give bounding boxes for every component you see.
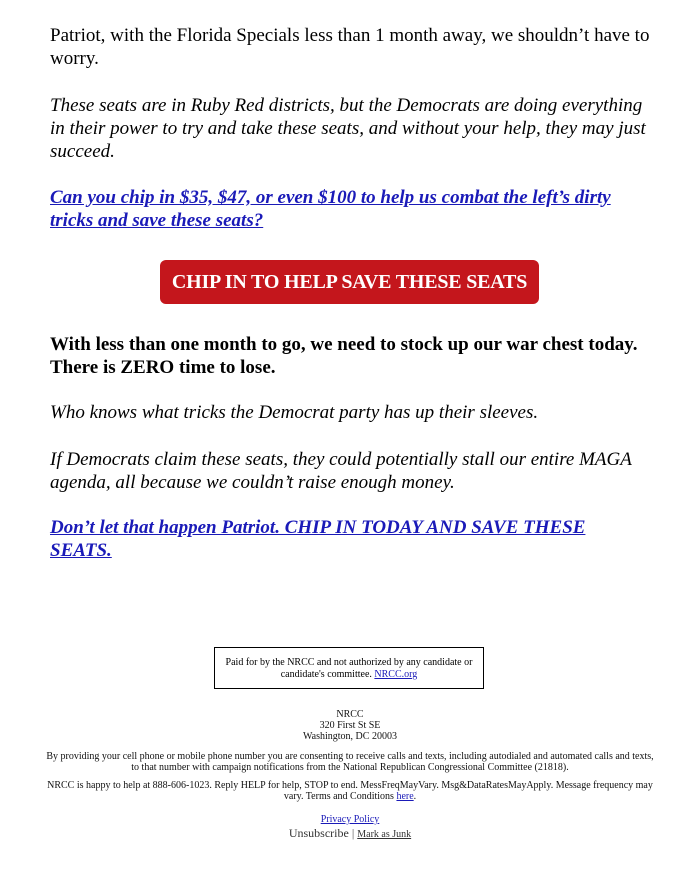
unsubscribe-bar (0, 826, 700, 842)
maga-agenda-paragraph: If Democrats claim these seats, they could potentially stall our entire MAGA agenda, all because we couldn’t raise enough money. (50, 449, 632, 493)
final-cta-paragraph (50, 516, 650, 562)
help-text (45, 780, 655, 802)
footer-address (45, 709, 655, 742)
org-name: NRCC (336, 709, 364, 720)
footer-links (45, 814, 655, 825)
consent-text: By providing your cell phone or mobile phone number you are consenting to receive calls and texts, including autodialed and automated calls and texts, to that number with campaign notifications from the National Republican Congressional Committee (21818). (46, 751, 654, 773)
mark-as-junk-link[interactable]: Mark as Junk (357, 829, 412, 840)
privacy-policy-link[interactable]: Privacy Policy (320, 814, 380, 825)
city-address: Washington, DC 20003 (303, 731, 397, 742)
disclaimer-text: Paid for by the NRCC and not authorized by any candidate or candidate's committee. (225, 657, 473, 680)
nrcc-link[interactable]: NRCC.org (374, 669, 418, 680)
tricks-paragraph: Who knows what tricks the Democrat party has up their sleeves. (50, 402, 539, 423)
chip-in-paragraph (50, 186, 650, 232)
paid-for-disclaimer (214, 647, 484, 689)
help-message: NRCC is happy to help at 888-606-1023. Reply HELP for help, STOP to end. MessFreqMayVary. Msg&DataRatesMayApply. Message frequency may vary. Terms and Conditions (47, 780, 653, 802)
terms-here-link[interactable]: here (396, 791, 414, 802)
intro-paragraph: Patriot, with the Florida Specials less than 1 month away, we shouldn’t have to worry. (50, 25, 650, 69)
cta-container (50, 260, 650, 304)
separator: | (351, 826, 355, 840)
unsubscribe-link[interactable]: Unsubscribe (288, 826, 349, 840)
help-period: . (413, 791, 417, 802)
seats-paragraph: These seats are in Ruby Red districts, but the Democrats are doing everything in their power to try and take these seats, and without your help, they may just succeed. (50, 95, 646, 162)
chip-in-today-link[interactable]: Don’t let that happen Patriot. CHIP IN TODAY AND SAVE THESE SEATS. (50, 517, 586, 561)
street-address: 320 First St SE (319, 720, 381, 731)
war-chest-paragraph: With less than one month to go, we need to stock up our war chest today. There is ZERO time to lose. (50, 334, 638, 378)
chip-in-button[interactable]: CHIP IN TO HELP SAVE THESE SEATS (160, 260, 539, 304)
chip-in-link[interactable]: Can you chip in $35, $47, or even $100 to help us combat the left’s dirty tricks and save these seats? (50, 187, 611, 231)
